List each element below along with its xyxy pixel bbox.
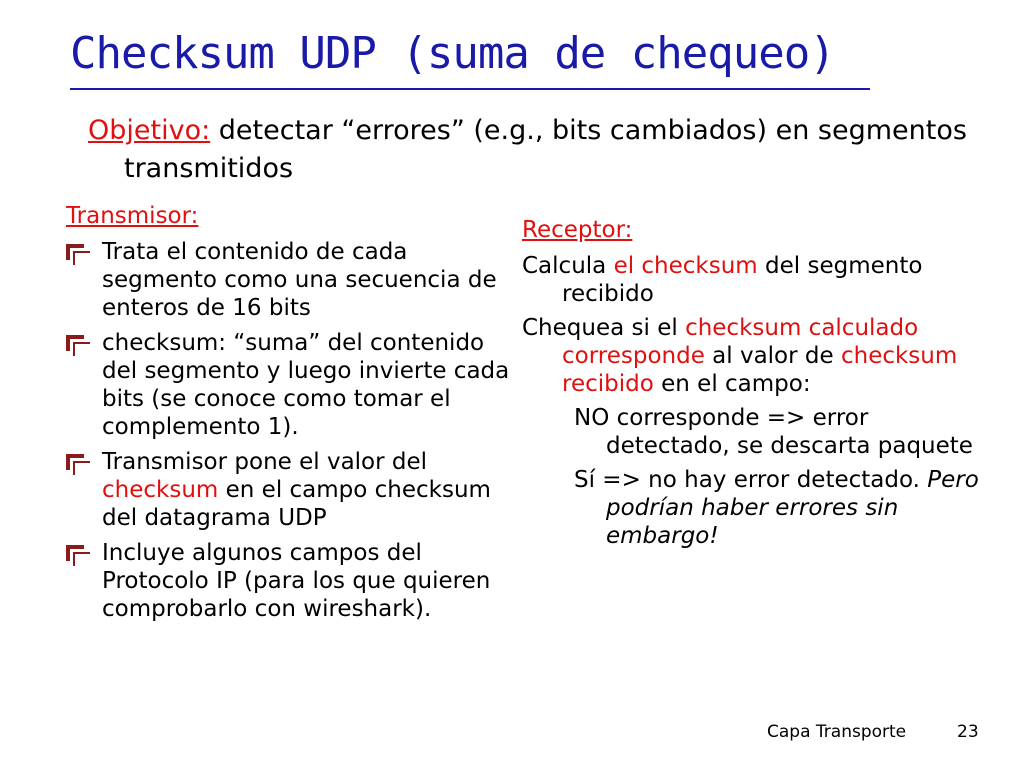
page-number: 23 [957,722,979,742]
receiver-step-1 [522,252,992,308]
objective-text: detectar “errores” (e.g., bits cambiados) en segmentos transmitidos [124,115,967,184]
receiver-no-match: NO corresponde => error detectado, se descarta paquete [574,405,973,459]
footer-label: Capa Transporte [767,722,907,742]
receiver-highlight: el checksum [613,253,758,279]
objective-label: Objetivo: [88,115,211,146]
sender-heading: Transmisor: [66,203,199,229]
square-bullet-icon [66,244,84,260]
sender-column [66,202,516,630]
square-bullet-icon [66,335,84,351]
receiver-text: en el campo: [653,371,811,397]
sender-bullet-3 [66,448,516,532]
sender-bullet-1 [66,238,516,322]
sender-bullet-4 [66,539,516,623]
receiver-heading: Receptor: [522,217,633,243]
receiver-text: Calcula [522,253,614,279]
sender-bullet-text: Transmisor pone el valor del [102,449,428,475]
sender-bullet-text: Trata el contenido de cada segmento como una secuencia de enteros de 16 bits [102,239,497,321]
receiver-highlight: checksum recibido [562,343,958,397]
receiver-text: del segmento recibido [562,253,923,307]
sender-bullets [66,238,516,623]
square-bullet-icon [66,454,84,470]
receiver-italic-note: Pero podrían haber errores sin embargo! [606,467,979,549]
receiver-highlight: checksum calculado corresponde [562,315,919,369]
sender-bullet-text: checksum: “suma” del contenido del segmento y luego invierte cada bits (se conoce como tomar el complemento 1). [102,330,510,440]
receiver-match [574,466,992,550]
receiver-text: Chequea si el [522,315,686,341]
checksum-highlight: checksum [102,477,219,503]
receiver-step-2 [522,314,992,398]
sender-bullet-2 [66,329,516,441]
sender-bullet-text: en el campo checksum del datagrama UDP [102,477,491,531]
title-underline [70,88,870,90]
receiver-text: al valor de [704,343,841,369]
objective [88,112,1024,188]
receiver-text: Sí => no hay error detectado. [574,467,928,493]
slide-title: Checksum UDP (suma de chequeo) [70,28,835,79]
square-bullet-icon [66,545,84,561]
sender-bullet-text: Incluye algunos campos del Protocolo IP (para los que quieren comprobarlo con wireshark). [102,540,491,622]
receiver-column [522,216,992,556]
